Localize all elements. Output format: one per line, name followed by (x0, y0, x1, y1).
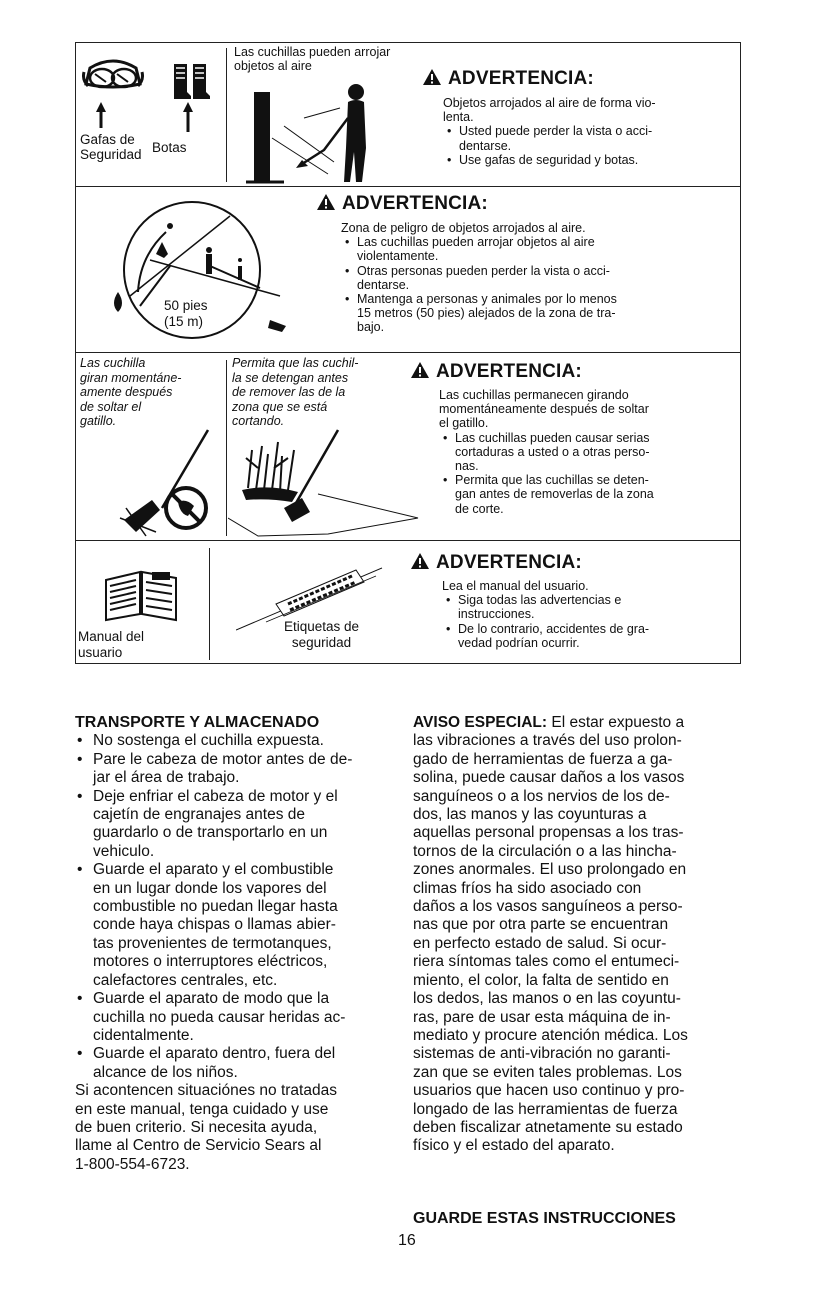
panel4-separator (209, 548, 210, 660)
warning-title-2 (316, 193, 488, 215)
transport-bullet: • Guarde el aparato de modo que la cuchilla no pueda causar heridas ac- cidentalmente. (75, 990, 405, 1045)
warning-icon (410, 552, 430, 570)
panel1-separator (226, 48, 227, 182)
divider-3 (75, 540, 741, 541)
warning-icon (410, 361, 430, 379)
thrown-objects-caption: Las cuchillas pueden arrojar objetos al aire (234, 45, 391, 74)
warning-2-intro: Zona de peligro de objetos arrojados al aire. (341, 221, 586, 235)
warning-2-body (341, 221, 737, 335)
no-touch-blade-illustration (116, 428, 228, 540)
transport-bullet: • No sostenga el cuchilla expuesta. (75, 732, 405, 750)
divider-1 (75, 186, 741, 187)
save-instructions-heading: GUARDE ESTAS INSTRUCCIONES (413, 1210, 676, 1227)
warning-2-bullet: • Las cuchillas pueden arrojar objetos al aire violentamente. (341, 235, 737, 263)
grass-trimmer-illustration (228, 428, 424, 540)
blades-coast-caption: Las cuchilla giran momentáne- amente después de soltar el gatillo. (80, 356, 182, 428)
transport-bullet: • Guarde el aparato dentro, fuera del alcance de los niños. (75, 1045, 405, 1082)
warning-title-text: ADVERTENCIA: (448, 68, 594, 89)
warning-3-bullet: • Las cuchillas pueden causar serias cortaduras a usted o a otras perso- nas. (439, 431, 737, 474)
safety-boots-icon (171, 62, 211, 100)
warning-4-bullet: • Siga todas las advertencias e instrucciones. (442, 593, 737, 621)
warning-title-1 (422, 68, 594, 90)
let-blades-stop-caption: Permita que las cuchil- la se detengan antes de remover las de la zona que se está cortando. (232, 356, 359, 428)
warning-1-bullet: • Usted puede perder la vista o acci- dentarse. (443, 124, 735, 152)
transport-bullet: • Deje enfriar el cabeza de motor y el cajetín de engranajes antes de guardarlo o de transportarlo en un vehiculo. (75, 788, 405, 862)
warning-3-bullet: • Permita que las cuchillas se deten- gan antes de removerlas de la zona de corte. (439, 473, 737, 516)
arrow-up-icon (181, 100, 195, 134)
warning-1-bullet: • Use gafas de seguridad y botas. (443, 153, 735, 167)
warning-3-intro: Las cuchillas permanecen girando momentáneamente después de soltar el gatillo. (439, 388, 649, 431)
manual-label: Manual del usuario (78, 629, 145, 660)
arrow-up-icon (94, 100, 108, 130)
warning-2-bullet: • Mantenga a personas y animales por lo menos 15 metros (50 pies) alejados de la zona de tra- bajo. (341, 292, 737, 335)
transport-bullet: • Guarde el aparato y el combustible en un lugar donde los vapores del combustible no puedan llegar hasta conde haya chispas o llamas abier- tas provenientes de termotanques, motores o interruptores eléctricos, calefactores centrales, etc. (75, 861, 405, 990)
warning-3-body (439, 388, 737, 516)
boots-label: Botas (152, 140, 187, 155)
special-notice-section (413, 714, 743, 1156)
thrown-objects-illustration (244, 78, 374, 186)
warning-1-intro: Objetos arrojados al aire de forma vio- lenta. (443, 96, 656, 125)
special-notice-label: AVISO ESPECIAL: (413, 714, 548, 731)
warning-title-text: ADVERTENCIA: (436, 361, 582, 382)
warning-4-body (442, 579, 737, 650)
safety-labels-caption: Etiquetas de seguridad (284, 619, 360, 650)
warning-icon (316, 193, 336, 211)
page-number: 16 (398, 1232, 416, 1249)
warning-title-3 (410, 361, 582, 383)
divider-2 (75, 352, 741, 353)
warning-title-text: ADVERTENCIA: (342, 193, 488, 214)
warning-title-text: ADVERTENCIA: (436, 552, 582, 573)
transport-storage-section (75, 714, 405, 1174)
operator-manual-icon (104, 568, 178, 622)
distance-label: 50 pies (15 m) (164, 298, 208, 329)
warning-4-intro: Lea el manual del usuario. (442, 579, 589, 593)
transport-bullet: • Pare le cabeza de motor antes de de- jar el área de trabajo. (75, 751, 405, 788)
safety-goggles-icon (82, 54, 144, 98)
warning-title-4 (410, 552, 582, 574)
warning-icon (422, 68, 442, 86)
special-notice-text: El estar expuesto a las vibraciones a través del uso prolon- gado de herramientas de fuerza a ga- solina, puede causar daños a los vasos sanguíneos o a los nervios de los de- dos, las manos y las coyunturas a aquellas personal propensas a los tras- tornos de la circulación o a las hincha- zones anormales. El uso prolongado en climas fríos ha sido asociado con daños a los vasos sanguíneos a perso- nas que por otra parte se encuentran en perfecto estado de salud. Si ocur- riera síntomas tales como el entumeci- miento, el color, la falta de sentido en los dedos, las manos o en las coyuntu- ras, pare de usar esta máquina de in- mediato y procure atención médica. Los sistemas de anti-vibración no garanti- zan que se eviten tales problemas. Los usuarios que hacen uso continuo y pro- longado de las herramientas de fuerza deben fiscalizar atnetamente su estado físico y el estado del aparato. (413, 714, 688, 1155)
warning-1-body (443, 96, 735, 167)
warning-4-bullet: • De lo contrario, accidentes de gra- vedad podrían ocurrir. (442, 622, 737, 650)
transport-closing: Si acontencen situaciónes no tratadas en este manual, tenga cuidado y use de buen criterio. Si necesita ayuda, llame al Centro de Servicio Sears al 1-800-554-6723. (75, 1082, 337, 1173)
warning-2-bullet: • Otras personas pueden perder la vista o acci- dentarse. (341, 264, 737, 292)
transport-heading: TRANSPORTE Y ALMACENADO (75, 714, 320, 731)
goggles-label: Gafas de Seguridad (80, 132, 142, 162)
